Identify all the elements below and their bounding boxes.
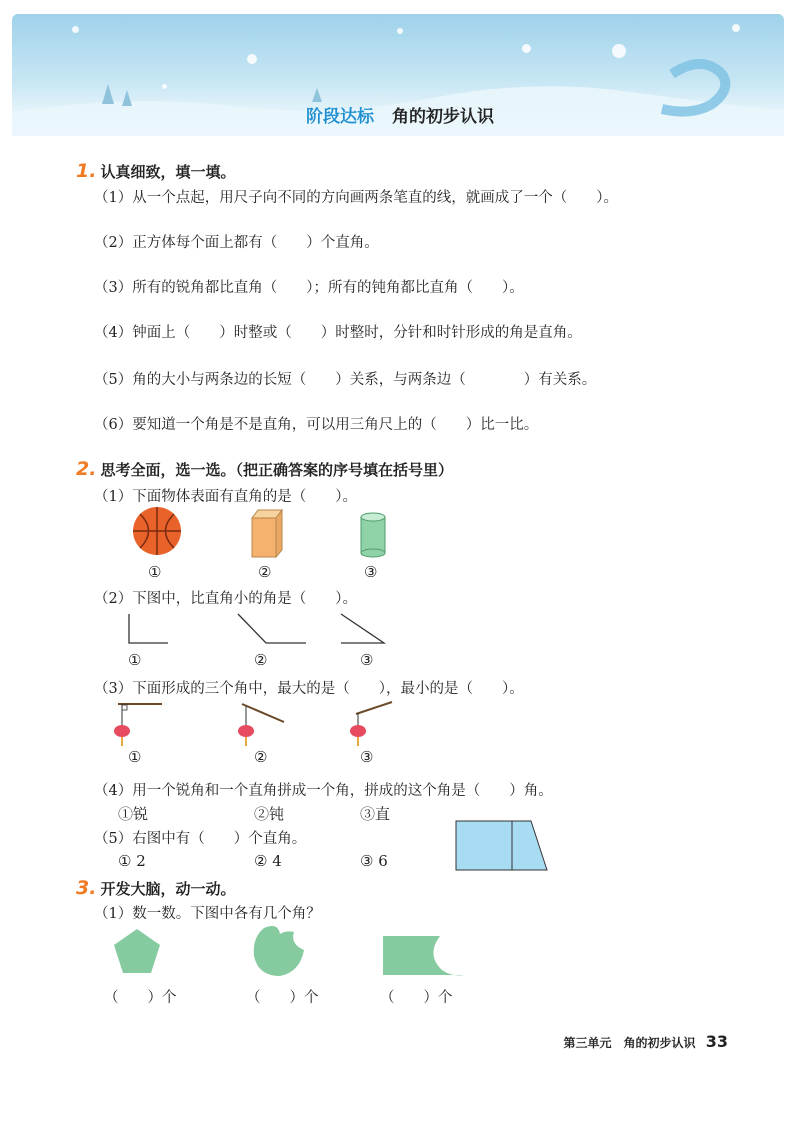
option-text: ②钝 xyxy=(254,805,285,823)
question-line: （1）数一数。下图中各有几个角？ xyxy=(94,906,321,922)
question-line: （5）右图中有（ ）个直角。 xyxy=(94,831,307,847)
option-text: ①锐 xyxy=(118,805,149,823)
section-title: 认真细致，填一填。 xyxy=(100,163,236,181)
option-text: ③直 xyxy=(360,805,391,823)
unit-label: 第三单元 角的初步认识 xyxy=(563,1036,696,1050)
question-line: （4）用一个锐角和一个直角拼成一个角，拼成的这个角是（ ）角。 xyxy=(94,783,553,799)
basketball-icon xyxy=(132,506,182,556)
lantern-angle-figure xyxy=(234,700,290,750)
question-line: （6）要知道一个角是不是直角，可以用三角尺上的（ ）比一比。 xyxy=(94,417,539,433)
curved-shape xyxy=(250,924,306,978)
question-line: （3）下面形成的三个角中，最大的是（ ），最小的是（ ）。 xyxy=(94,681,524,697)
question-line: （2）下图中，比直角小的角是（ ）。 xyxy=(94,591,357,607)
acute-angle-figure xyxy=(338,612,388,646)
lantern-angle-figure xyxy=(110,700,166,750)
section-number: 2. xyxy=(76,458,97,480)
stage-label: 阶段达标 xyxy=(306,107,374,127)
lantern-angle-figure xyxy=(348,700,398,750)
option-mark: ② xyxy=(254,748,268,766)
section-number: 3. xyxy=(76,877,97,899)
answer-blank: （ ）个 xyxy=(104,990,177,1006)
question-line: （3）所有的锐角都比直角（ ）；所有的钝角都比直角（ ）。 xyxy=(94,280,524,296)
option-mark: ② xyxy=(258,563,272,581)
question-line: （2）正方体每个面上都有（ ）个直角。 xyxy=(94,235,379,251)
section-3-heading xyxy=(76,877,235,899)
section-2-heading xyxy=(76,458,453,480)
section-number: 1. xyxy=(76,160,97,182)
pentagon-shape xyxy=(113,928,161,974)
obtuse-angle-figure xyxy=(236,612,308,646)
answer-blank: （ ）个 xyxy=(246,990,319,1006)
section-title: 思考全面，选一选。（把正确答案的序号填在括号里） xyxy=(100,461,453,479)
option-text: ② 4 xyxy=(254,852,282,870)
question-line: （1）从一个点起，用尺子向不同的方向画两条笔直的线，就画成了一个（ ）。 xyxy=(94,190,618,206)
option-text: ③ 6 xyxy=(360,852,388,870)
question-line: （5）角的大小与两条边的长短（ ）关系，与两条边（ ）有关系。 xyxy=(94,372,597,388)
topic-label: 角的初步认识 xyxy=(392,107,494,127)
box-icon xyxy=(252,510,282,558)
option-mark: ③ xyxy=(364,563,378,581)
option-mark: ③ xyxy=(360,748,374,766)
option-mark: ① xyxy=(148,563,162,581)
section-title: 开发大脑，动一动。 xyxy=(100,880,236,898)
section-1-heading xyxy=(76,160,235,182)
option-mark: ③ xyxy=(360,651,374,669)
answer-blank: （ ）个 xyxy=(380,990,453,1006)
cylinder-icon xyxy=(360,512,386,558)
right-angle-figure xyxy=(126,612,170,646)
option-text: ① 2 xyxy=(118,852,146,870)
question-line: （1）下面物体表面有直角的是（ ）。 xyxy=(94,489,357,505)
page-number: 33 xyxy=(705,1032,728,1051)
rectangle-trapezoid-figure xyxy=(455,820,549,872)
page-title xyxy=(0,102,800,127)
page-footer xyxy=(564,1032,728,1051)
option-mark: ② xyxy=(254,651,268,669)
option-mark: ① xyxy=(128,651,142,669)
arc-cut-rectangle-shape xyxy=(382,935,466,977)
option-mark: ① xyxy=(128,748,142,766)
question-line: （4）钟面上（ ）时整或（ ）时整时，分针和时针形成的角是直角。 xyxy=(94,325,582,341)
